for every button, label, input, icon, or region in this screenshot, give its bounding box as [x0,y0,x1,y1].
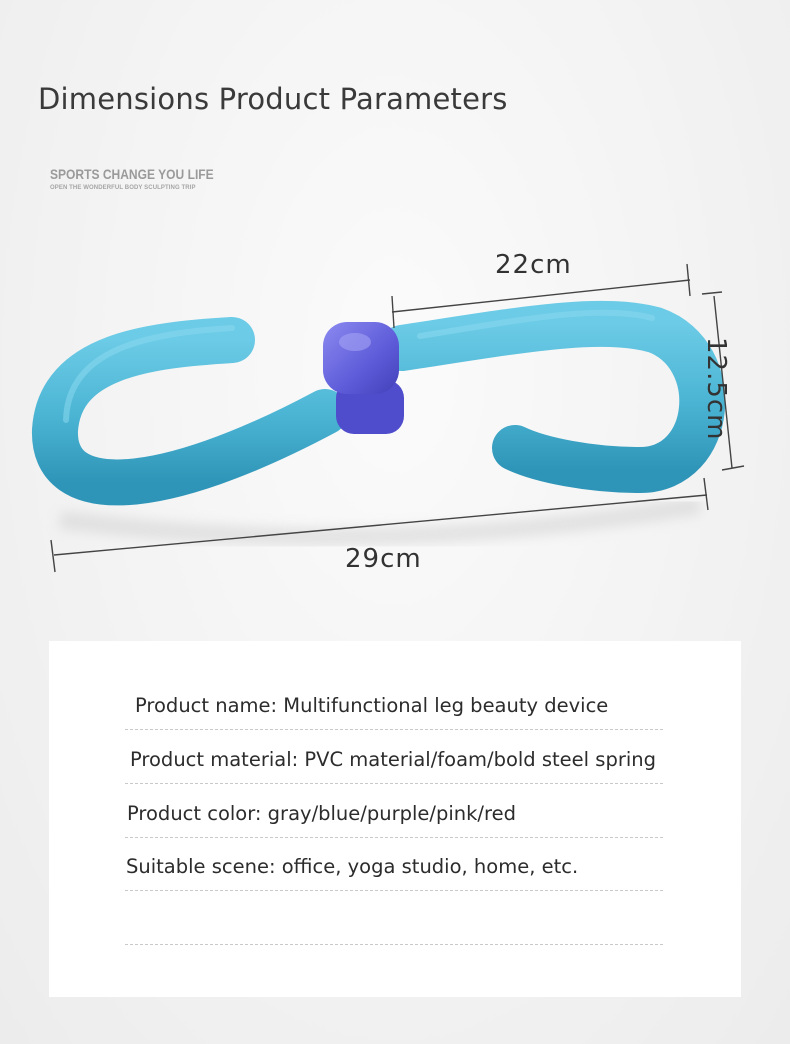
page-title: Dimensions Product Parameters [38,82,508,116]
parameters-card [49,641,741,997]
parameter-row [125,836,663,891]
parameter-suitable-scene: Suitable scene: office, yoga studio, home, etc. [126,855,579,878]
right-foam-handle [402,324,702,470]
dimension-label-top: 22cm [495,250,572,280]
parameter-product-material: Product material: PVC material/foam/bold steel spring [130,748,657,771]
slogan-subtitle: OPEN THE WONDERFUL BODY SCULPTING TRIP [50,185,196,191]
parameter-product-color: Product color: gray/blue/purple/pink/red [127,802,516,825]
parameter-row [125,783,663,838]
dimension-label-bottom: 29cm [345,544,422,574]
product-shadow [60,505,700,537]
parameter-row [125,729,663,784]
parameter-product-name: Product name: Multifunctional leg beauty device [135,694,609,717]
parameter-row [125,675,663,730]
slogan: SPORTS CHANGE YOU LIFE [50,166,214,182]
parameter-row-empty [125,890,663,945]
dimension-label-side: 12.5cm [701,337,731,441]
